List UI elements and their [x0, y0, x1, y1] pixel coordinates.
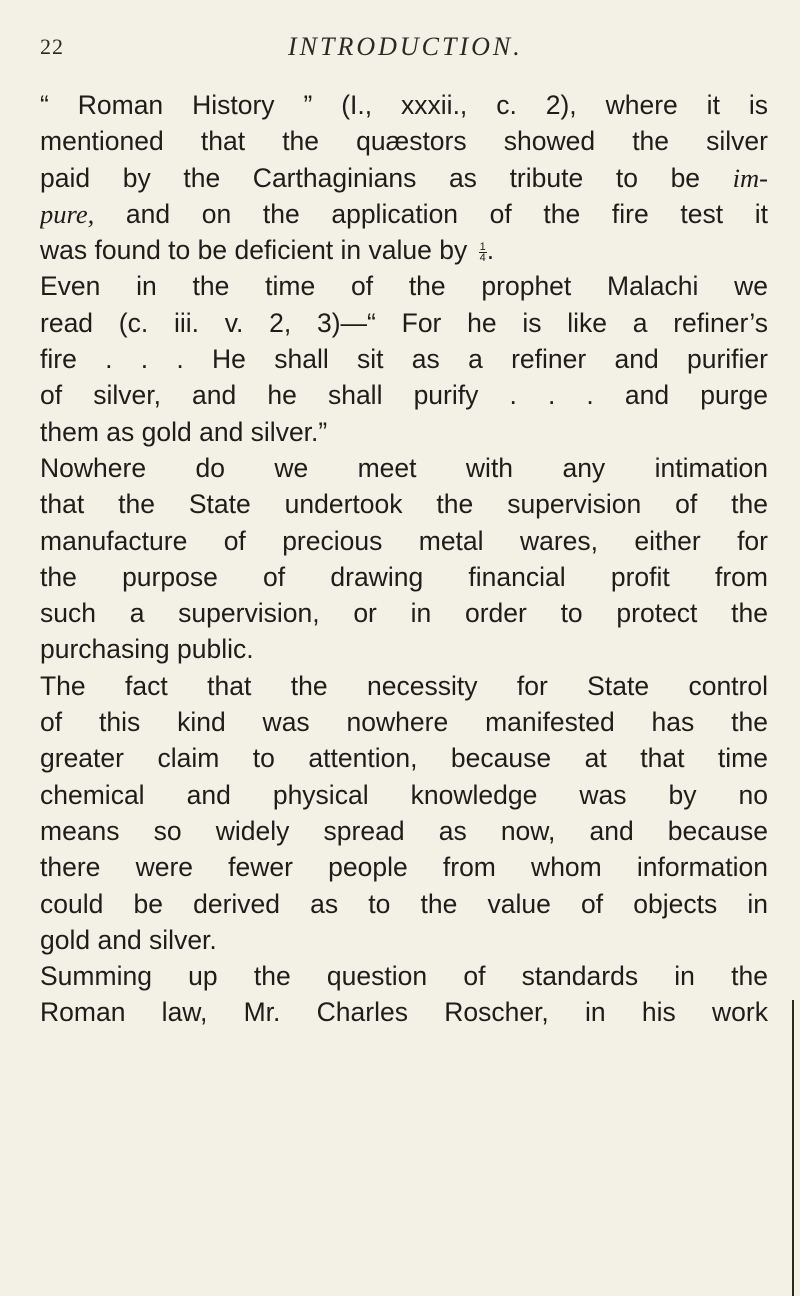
page-number: 22: [40, 34, 64, 59]
text-line: such a supervision, or in order to protect the: [40, 598, 768, 629]
text-line: paid by the Carthaginians as tribute to be im-: [40, 162, 768, 193]
italic-word: pure,: [40, 198, 95, 229]
text-line: pure, and on the application of the fire test it: [40, 198, 768, 229]
text-line: of silver, and he shall purify . . . and purge: [40, 380, 768, 411]
text-line: chemical and physical knowledge was by no: [40, 779, 768, 810]
text-line: gold and silver.: [40, 924, 217, 955]
text-line: was found to be deficient in value by $\frac{1}{4}$ .: [40, 235, 495, 266]
text-line: greater claim to attention, because at that time: [40, 743, 768, 774]
fraction-denominator: 4: [479, 251, 486, 264]
text-line: The fact that the necessity for State control: [40, 670, 768, 701]
text-line: purchasing public.: [40, 634, 254, 665]
text-line: of this kind was nowhere manifested has the: [40, 707, 768, 738]
text-line: means so widely spread as now, and because: [40, 815, 768, 846]
text-line: Summing up the question of standards in the: [40, 961, 768, 992]
text-line: read (c. iii. v. 2, 3)—“ For he is like a refiner’s: [40, 307, 768, 338]
text-line: Nowhere do we meet with any intimation: [40, 452, 768, 483]
text-line: Roman law, Mr. Charles Roscher, in his work: [40, 997, 768, 1028]
fraction-numerator: 1: [479, 240, 486, 253]
text-line: that the State undertook the supervision of the: [40, 489, 768, 520]
running-head: INTRODUCTION.: [288, 32, 523, 61]
text-line: them as gold and silver.”: [40, 416, 328, 447]
text-line: manufacture of precious metal wares, either for: [40, 525, 768, 556]
text-line: fire . . . He shall sit as a refiner and purifier: [40, 344, 768, 375]
text-line: mentioned that the quæstors showed the silver: [40, 126, 768, 157]
text-line: the purpose of drawing financial profit from: [40, 561, 768, 592]
page-header: [40, 34, 760, 74]
text-line: “ Roman History ” (I., xxxii., c. 2), where it is: [40, 90, 768, 120]
text-line: there were fewer people from whom information: [40, 852, 768, 883]
fraction: [479, 242, 487, 263]
page-edge-shadow: [792, 1000, 794, 1296]
body-text: [40, 87, 768, 1031]
italic-word: im-: [732, 162, 768, 193]
text-line: could be derived as to the value of objects in: [40, 888, 768, 919]
text-line: Even in the time of the prophet Malachi we: [40, 271, 768, 302]
